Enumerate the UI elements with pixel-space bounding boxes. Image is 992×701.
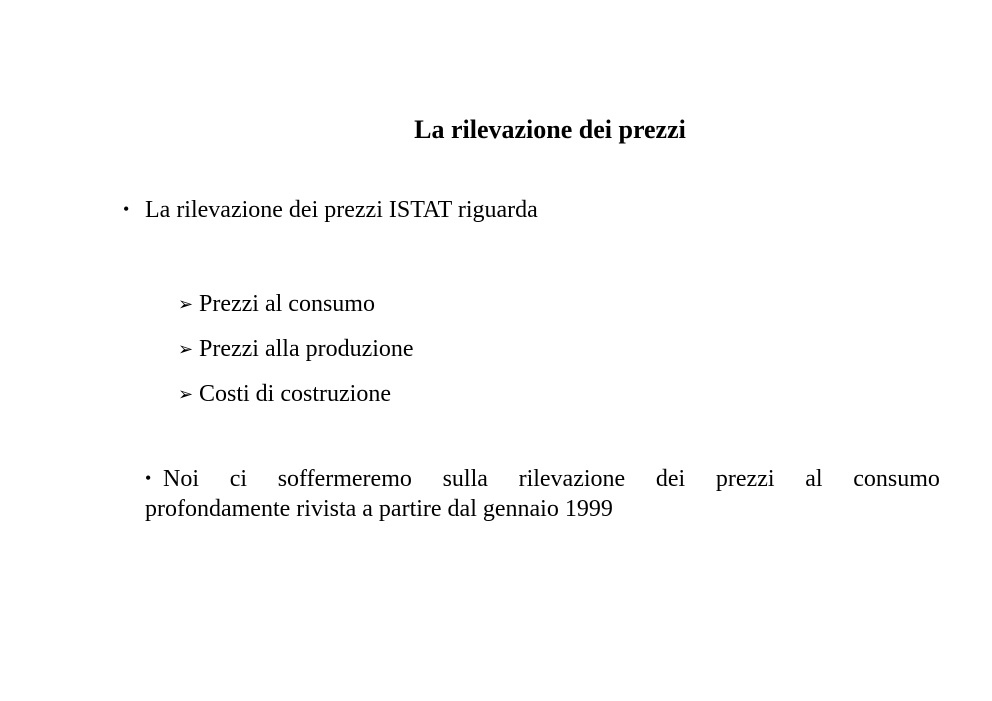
closing-word: prezzi xyxy=(715,466,775,492)
closing-word: consumo xyxy=(853,466,940,492)
closing-word: ci xyxy=(229,466,248,492)
list-item-label: Costi di costruzione xyxy=(199,381,391,407)
closing-line-1 xyxy=(145,463,940,494)
closing-word: Noi xyxy=(163,466,199,492)
closing-word: sulla xyxy=(442,466,488,492)
arrow-bullet-icon: ➢ xyxy=(178,384,194,405)
list-item-prezzi-produzione xyxy=(178,327,414,372)
closing-line-2: profondamente rivista a partire dal gennaio 1999 xyxy=(145,496,613,522)
bullet-dot-icon: • xyxy=(123,199,130,219)
intro-text: La rilevazione dei prezzi ISTAT riguarda xyxy=(145,197,538,223)
list-item-prezzi-consumo xyxy=(178,282,414,327)
slide-title: La rilevazione dei prezzi xyxy=(414,115,686,144)
closing-word: soffermeremo xyxy=(277,466,412,492)
bullet-dot-icon: • xyxy=(145,468,152,488)
closing-word: al xyxy=(805,466,823,492)
list-item-label: Prezzi alla produzione xyxy=(199,336,414,362)
list-item-costi-costruzione xyxy=(178,372,414,417)
closing-bullet xyxy=(145,463,940,524)
sub-bullet-list xyxy=(178,282,414,417)
arrow-bullet-icon: ➢ xyxy=(178,339,194,360)
closing-word: dei xyxy=(655,466,686,492)
closing-word: rilevazione xyxy=(518,466,626,492)
arrow-bullet-icon: ➢ xyxy=(178,294,194,315)
list-item-label: Prezzi al consumo xyxy=(199,291,375,317)
closing-text-1 xyxy=(163,464,940,494)
intro-bullet xyxy=(123,194,538,225)
